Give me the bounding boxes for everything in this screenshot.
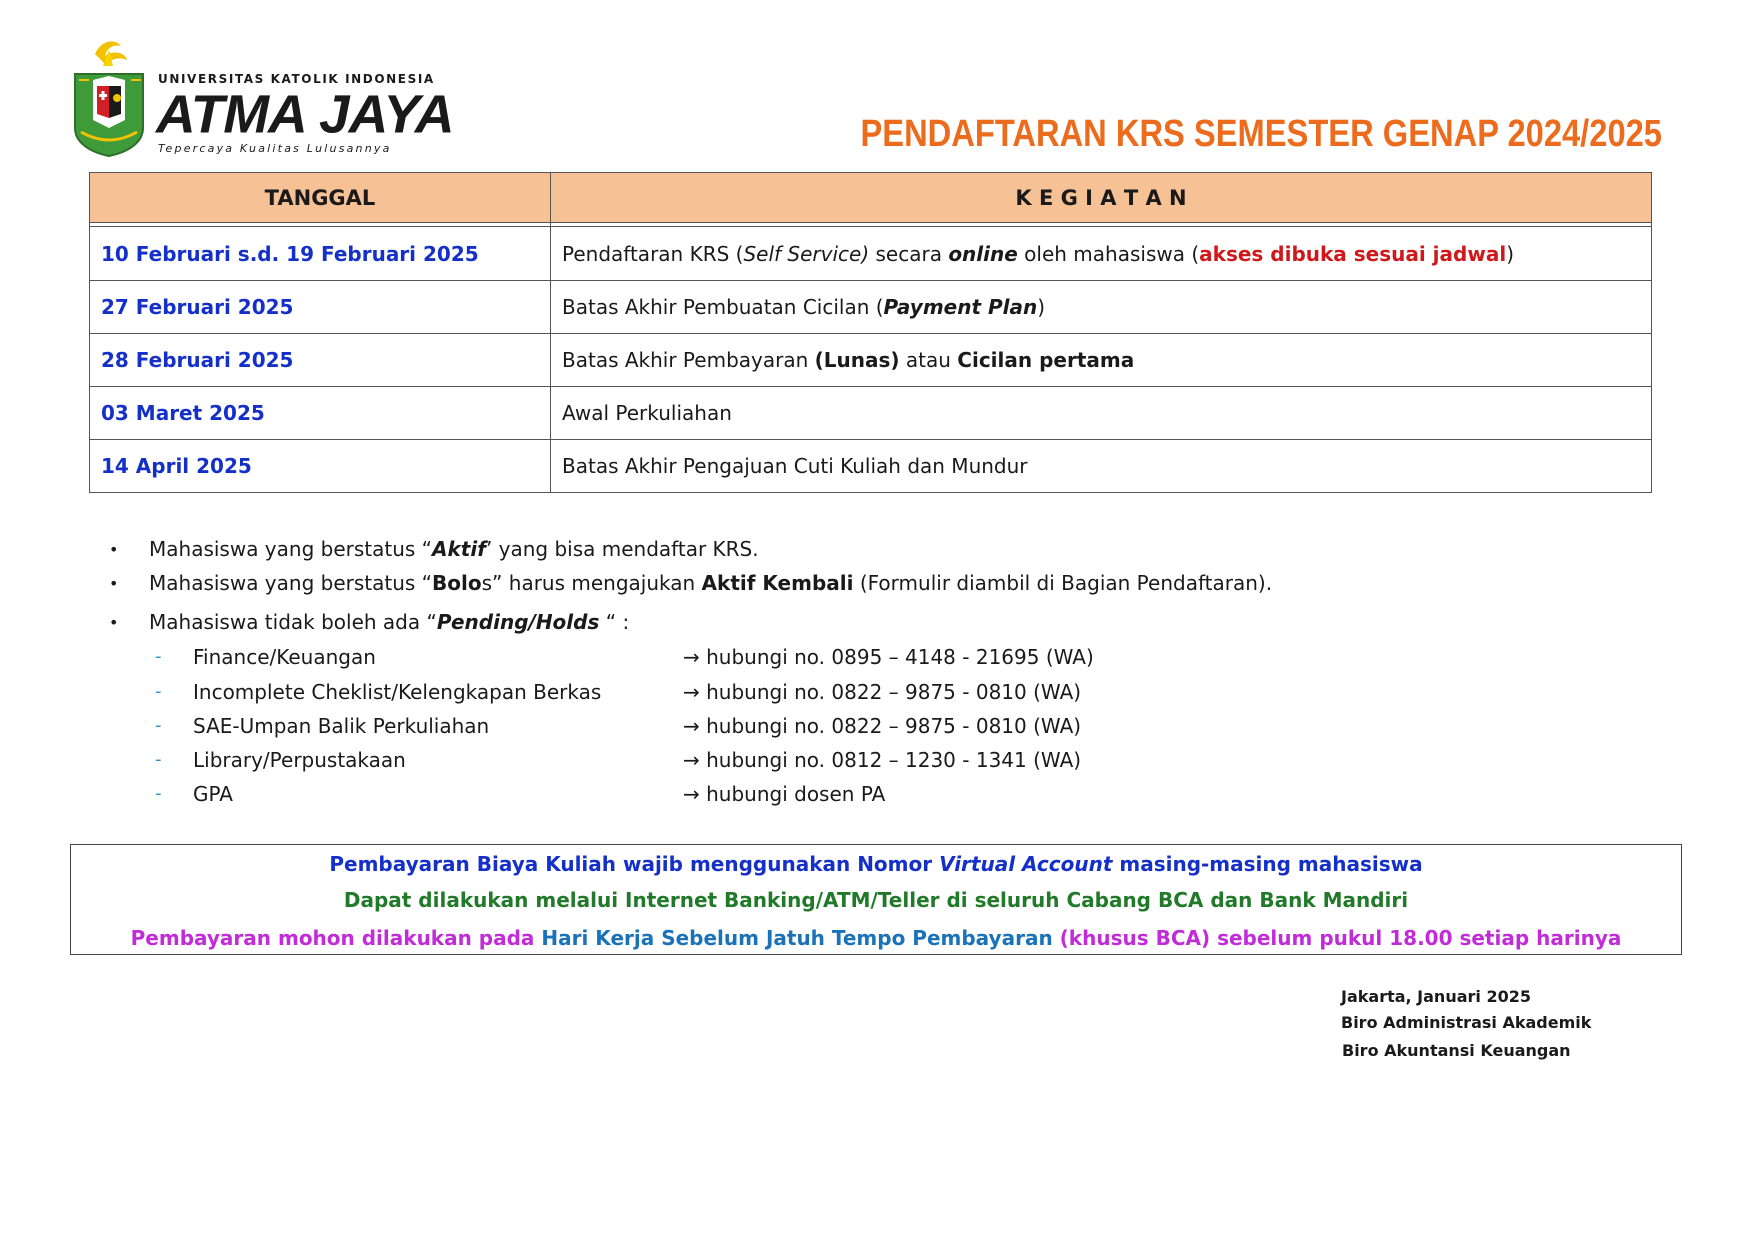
logo-name-text: ATMA JAYA (156, 83, 454, 145)
hold-contact: → hubungi no. 0822 – 9875 - 0810 (WA) (683, 714, 1082, 738)
date-cell: 28 Februari 2025 (90, 334, 551, 387)
note-text: Mahasiswa yang berstatus “ (149, 537, 433, 561)
payment-text: Pembayaran mohon dilakukan pada (130, 926, 542, 950)
activity-text: Pendaftaran KRS ( (562, 241, 744, 266)
activity-text: ) (1506, 241, 1514, 266)
payment-text: (khusus BCA) sebelum pukul 18.00 setiap harinya (1052, 926, 1622, 950)
activity-text-italic: Self Service) (743, 241, 870, 266)
dash-symbol: - (155, 783, 162, 804)
payment-line-virtual-account (71, 852, 1681, 876)
payment-line-deadline (71, 926, 1681, 950)
hold-label: Finance/Keuangan (193, 645, 376, 669)
hold-contact: → hubungi dosen PA (683, 782, 886, 806)
activity-text: ) (1037, 295, 1046, 319)
activity-text-bold: (Lunas) (814, 348, 900, 372)
note-text: (Formulir diambil di Bagian Pendaftaran). (853, 571, 1273, 595)
payment-text-italic: Virtual Account (939, 852, 1113, 876)
note-text: “ : (599, 610, 630, 634)
activity-text: Batas Akhir Pembuatan Cicilan ( (562, 295, 884, 319)
column-header-activity: K E G I A T A N (551, 173, 1652, 223)
activity-cell (551, 227, 1652, 281)
note-pending-holds (149, 610, 629, 634)
atma-jaya-logo (73, 36, 454, 158)
payment-text-highlight: Hari Kerja Sebelum Jatuh Tempo Pembayaran (541, 926, 1053, 950)
bullet-symbol: • (109, 613, 119, 632)
activity-text: Batas Akhir Pembayaran (562, 348, 815, 372)
table-row (90, 281, 1652, 334)
dash-symbol: - (155, 646, 162, 667)
note-text: s” harus mengajukan (481, 571, 702, 595)
hold-contact: → hubungi no. 0812 – 1230 - 1341 (WA) (683, 748, 1082, 772)
table-row (90, 387, 1652, 440)
column-header-date: TANGGAL (90, 173, 551, 223)
signature-place-date: Jakarta, Januari 2025 (1341, 987, 1531, 1006)
date-cell: 10 Februari s.d. 19 Februari 2025 (90, 227, 551, 281)
payment-text: masing-masing mahasiswa (1112, 852, 1423, 876)
payment-info-box (70, 844, 1682, 955)
logo-university-text: UNIVERSITAS KATOLIK INDONESIA (158, 72, 435, 86)
note-text-bold-italic: Pending/Holds (436, 610, 600, 634)
hold-label: Incomplete Cheklist/Kelengkapan Berkas (193, 680, 602, 704)
hold-contact: → hubungi no. 0895 – 4148 - 21695 (WA) (683, 645, 1094, 669)
logo-tagline-text: Tepercaya Kualitas Lulusannya (158, 142, 392, 155)
dash-symbol: - (155, 715, 162, 736)
activity-text-bold: Cicilan pertama (957, 348, 1135, 372)
hold-label: Library/Perpustakaan (193, 748, 406, 772)
bullet-symbol: • (109, 574, 119, 593)
note-text-bold: Aktif Kembali (701, 571, 854, 595)
date-cell: 27 Februari 2025 (90, 281, 551, 334)
hold-label: GPA (193, 782, 233, 806)
activity-cell: Awal Perkuliahan (551, 387, 1652, 440)
dash-symbol: - (155, 749, 162, 770)
date-cell: 03 Maret 2025 (90, 387, 551, 440)
note-text-bold: Bolo (432, 571, 482, 595)
activity-text-bold-italic: Payment Plan (883, 295, 1038, 319)
note-text: ’ yang bisa mendaftar KRS. (485, 537, 759, 561)
activity-text: atau (899, 348, 958, 372)
bullet-symbol: • (109, 540, 119, 559)
signature-office-academic: Biro Administrasi Akademik (1341, 1013, 1592, 1032)
note-text-bold-italic: Aktif (432, 537, 486, 561)
signature-office-finance: Biro Akuntansi Keuangan (1342, 1041, 1571, 1060)
note-truant-status (149, 571, 1272, 595)
activity-cell: Batas Akhir Pengajuan Cuti Kuliah dan Mundur (551, 440, 1652, 493)
note-text: Mahasiswa tidak boleh ada “ (149, 610, 437, 634)
hold-contact: → hubungi no. 0822 – 9875 - 0810 (WA) (683, 680, 1082, 704)
payment-text: Pembayaran Biaya Kuliah wajib menggunakan Nomor (329, 852, 940, 876)
activity-text-bold-italic: online (948, 241, 1018, 266)
dash-symbol: - (155, 681, 162, 702)
activity-cell (551, 334, 1652, 387)
activity-text: oleh mahasiswa ( (1017, 241, 1200, 266)
date-cell: 14 April 2025 (90, 440, 551, 493)
payment-line-channels: Dapat dilakukan melalui Internet Banking/ATM/Teller di seluruh Cabang BCA dan Bank Mandiri (343, 888, 1409, 912)
note-active-status (149, 537, 759, 561)
schedule-table (89, 172, 1652, 493)
activity-text: secara (869, 241, 949, 266)
activity-text-highlight: akses dibuka sesuai jadwal (1199, 241, 1507, 266)
university-crest-icon (73, 36, 149, 158)
table-header-row (90, 173, 1652, 223)
table-row (90, 440, 1652, 493)
table-row (90, 227, 1652, 281)
note-text: Mahasiswa yang berstatus “ (149, 571, 433, 595)
page-title: PENDAFTARAN KRS SEMESTER GENAP 2024/2025 (860, 113, 1662, 155)
hold-label: SAE-Umpan Balik Perkuliahan (193, 714, 490, 738)
table-row (90, 334, 1652, 387)
activity-cell (551, 281, 1652, 334)
